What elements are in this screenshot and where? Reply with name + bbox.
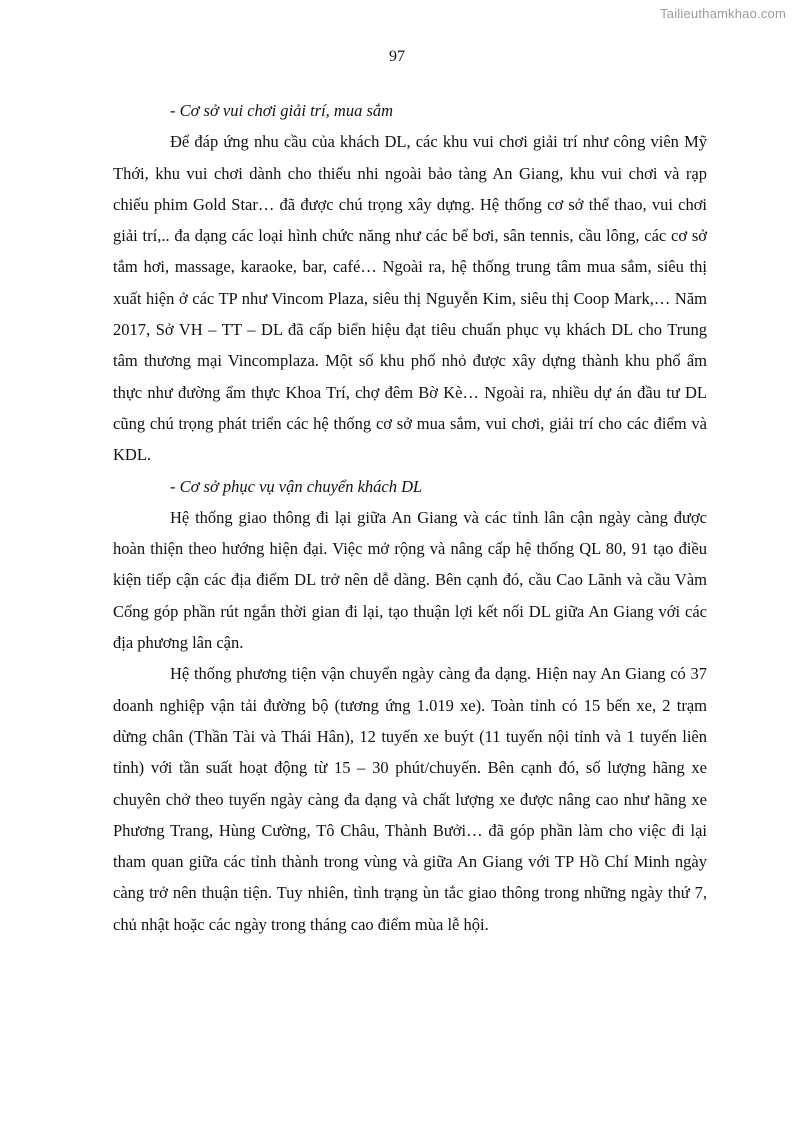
document-body xyxy=(113,95,707,940)
section-heading: - Cơ sở vui chơi giải trí, mua sắm xyxy=(170,101,394,120)
page-number: 97 xyxy=(389,48,405,65)
watermark: Tailieuthamkhao.com xyxy=(660,6,786,21)
paragraph: Hệ thống phương tiện vận chuyển ngày càng đa dạng. Hiện nay An Giang có 37 doanh nghiệp vận tải đường bộ (tương ứng 1.019 xe). Toàn tỉnh có 15 bến xe, 2 trạm dừng chân (Thần Tài và Thái Hân), 12 tuyến xe buýt (11 tuyến nội tỉnh và 1 tuyến liên tỉnh) với tần suất hoạt động từ 15 – 30 phút/chuyến. Bên cạnh đó, số lượng hãng xe chuyên chở theo tuyến ngày càng đa dạng và chất lượng xe được nâng cao như hãng xe Phương Trang, Hùng Cường, Tô Châu, Thành Bưởi… đã góp phần làm cho việc đi lại tham quan giữa các tỉnh thành trong vùng và giữa An Giang với TP Hồ Chí Minh ngày càng trở nên thuận tiện. Tuy nhiên, tình trạng ùn tắc giao thông trong những ngày thứ 7, chủ nhật hoặc các ngày trong tháng cao điểm mùa lễ hội. xyxy=(113,664,707,934)
paragraph: Hệ thống giao thông đi lại giữa An Giang và các tỉnh lân cận ngày càng được hoàn thiện theo hướng hiện đại. Việc mở rộng và nâng cấp hệ thống QL 80, 91 tạo điều kiện tiếp cận các địa điểm DL trở nên dễ dàng. Bên cạnh đó, cầu Cao Lãnh và cầu Vàm Cống góp phần rút ngắn thời gian đi lại, tạo thuận lợi kết nối DL giữa An Giang với các địa phương lân cận. xyxy=(113,507,707,653)
paragraph: Để đáp ứng nhu cầu của khách DL, các khu vui chơi giải trí như công viên Mỹ Thới, khu vui chơi dành cho thiếu nhi ngoài bảo tàng An Giang, khu vui chơi và rạp chiếu phim Gold Star… đã được chú trọng xây dựng. Hệ thống cơ sở thể thao, vui chơi giải trí,.. đa dạng các loại hình chức năng như các bể bơi, sân tennis, cầu lông, các cơ sở tắm hơi, massage, karaoke, bar, café… Ngoài ra, hệ thống trung tâm mua sắm, siêu thị xuất hiện ở các TP như Vincom Plaza, siêu thị Nguyễn Kim, siêu thị Coop Mark,… Năm 2017, Sở VH – TT – DL đã cấp biển hiệu đạt tiêu chuẩn phục vụ khách DL cho Trung tâm thương mại Vincomplaza. Một số khu phố nhỏ được xây dựng thành khu phố ẩm thực như đường ẩm thực Khoa Trí, chợ đêm Bờ Kè… Ngoài ra, nhiều dự án đầu tư DL cũng chú trọng phát triển các hệ thống cơ sở mua sắm, vui chơi, giải trí cho các điểm và KDL. xyxy=(113,132,707,465)
section-heading: - Cơ sở phục vụ vận chuyển khách DL xyxy=(170,476,423,496)
